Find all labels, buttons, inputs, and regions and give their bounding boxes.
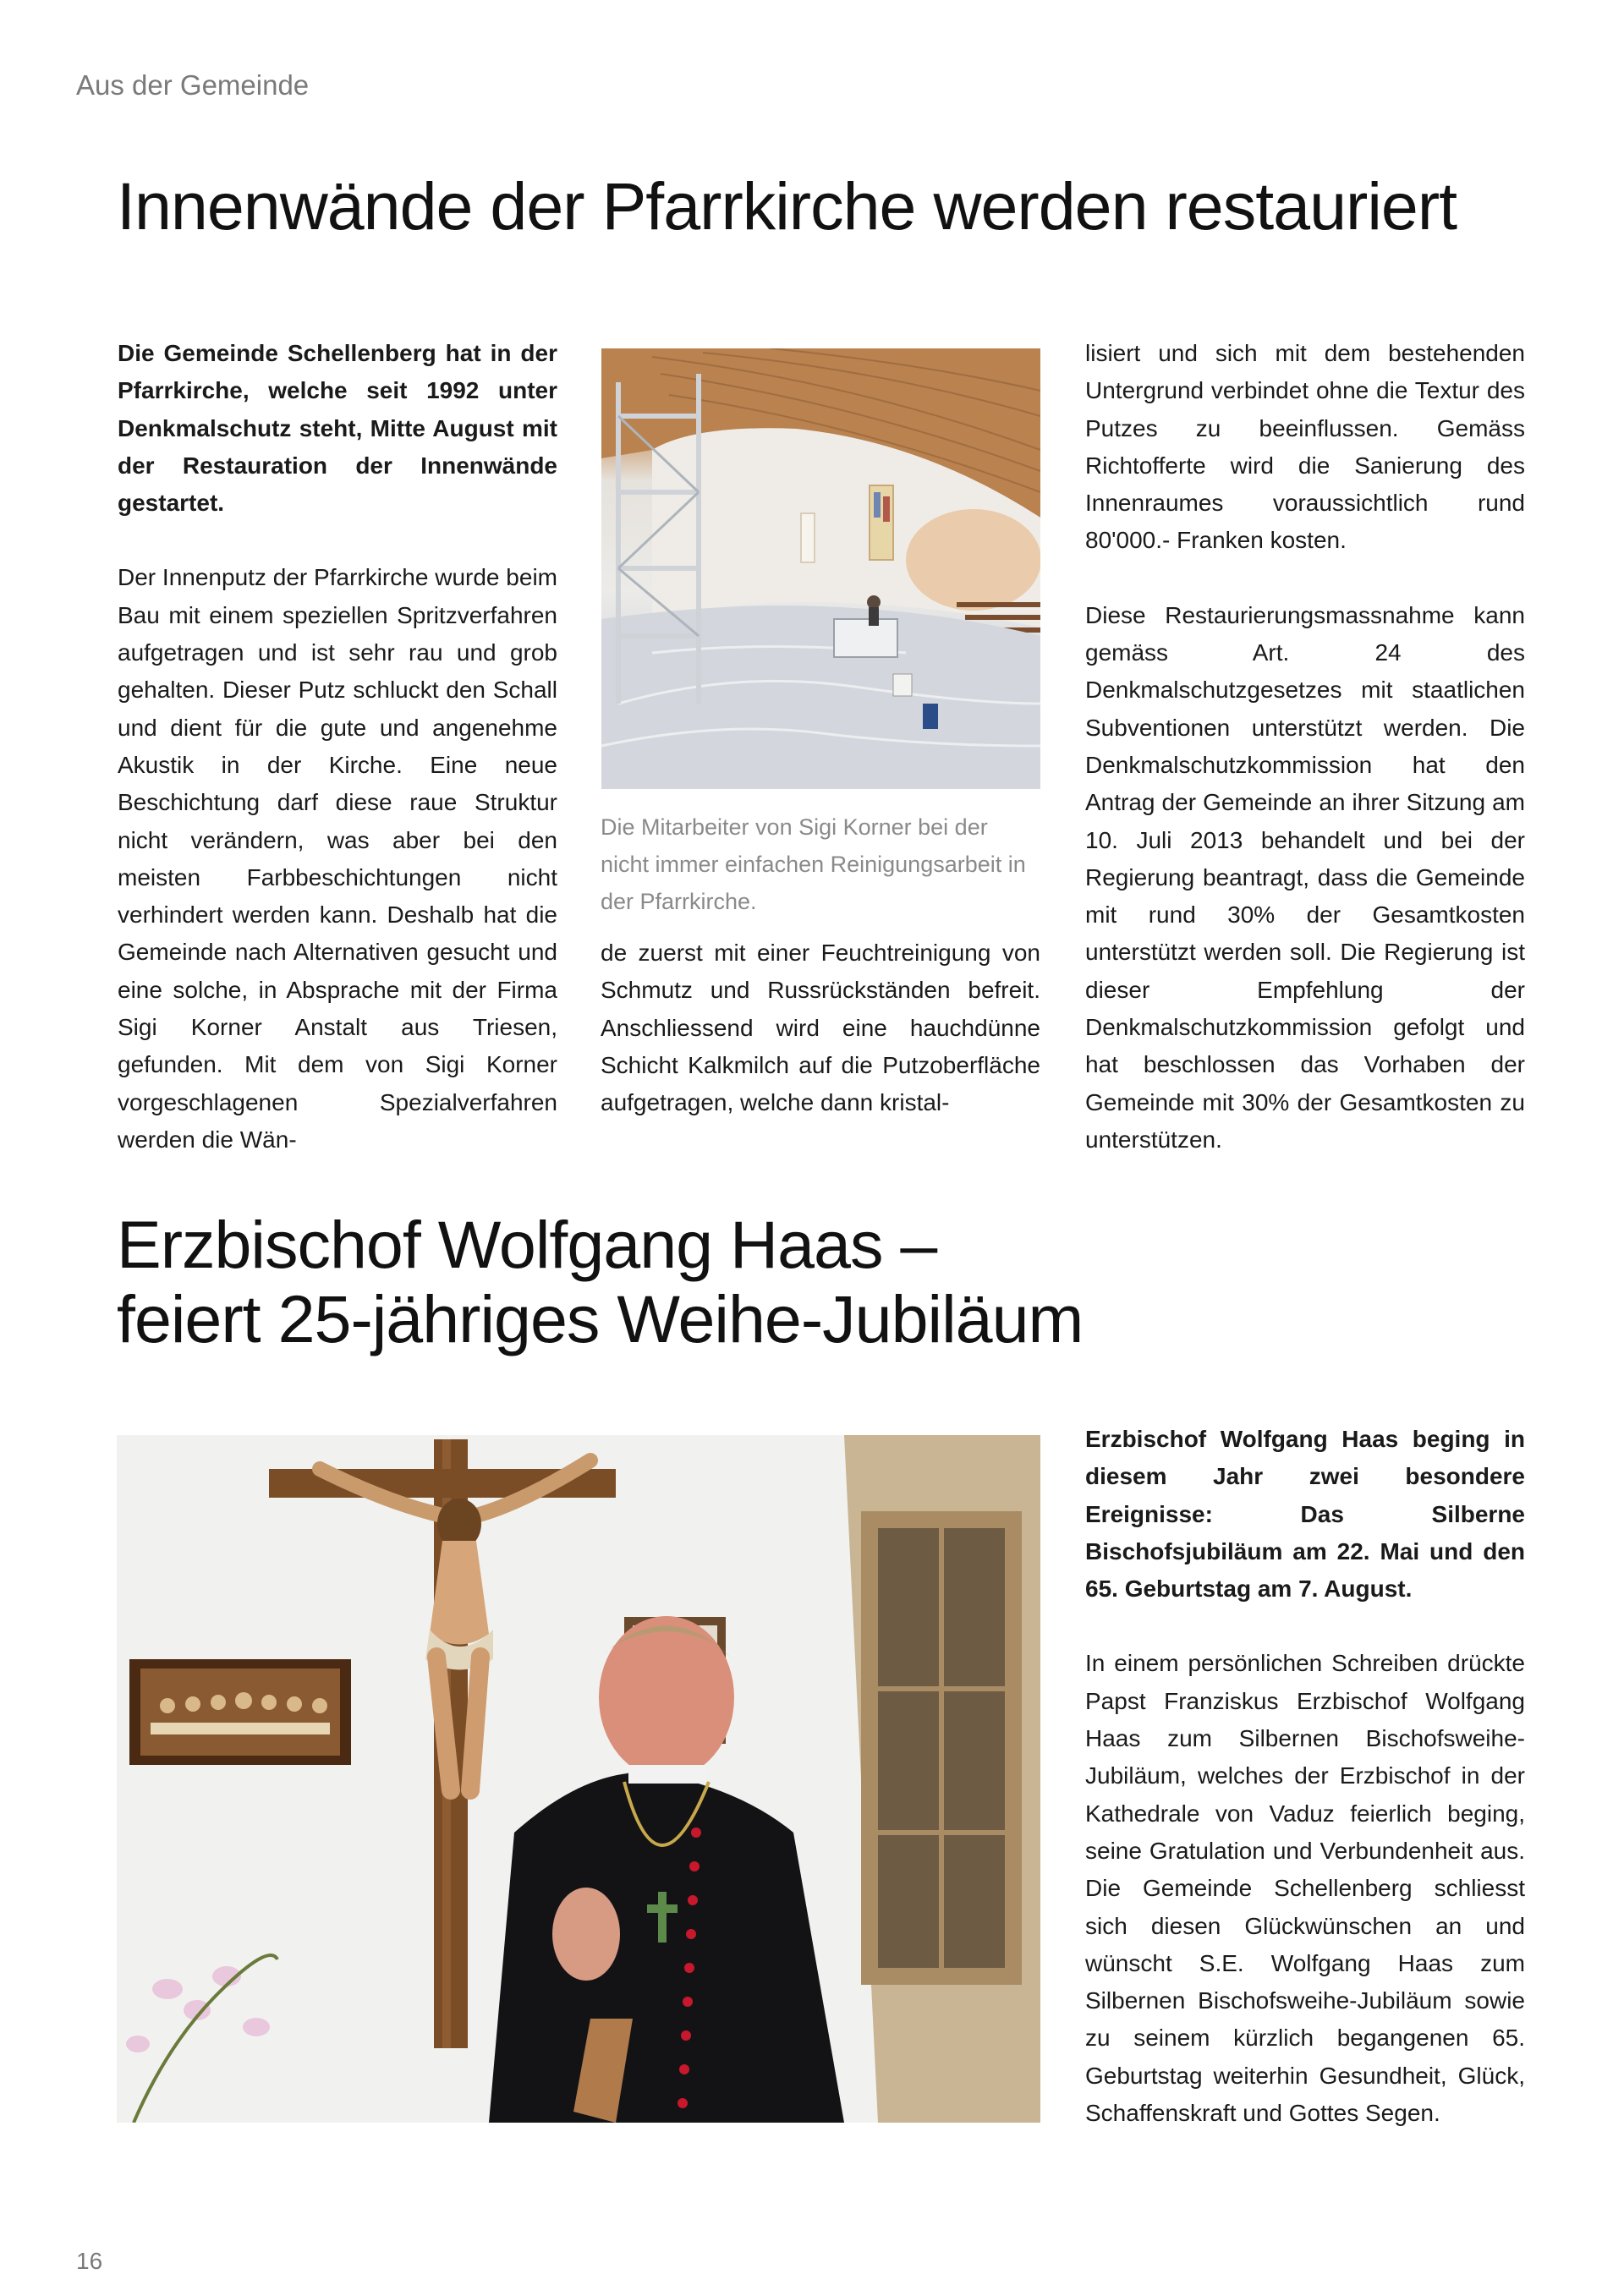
article1-column-2 xyxy=(601,934,1040,1121)
article2-column xyxy=(1085,1421,1525,2132)
archbishop-photo xyxy=(117,1435,1040,2123)
article2-lead: Erzbischof Wolfgang Haas beging in diesem Jahr zwei besondere Ereignisse: Das Silberne Bischofsjubiläum am 22. Mai und den 65. Geburtstag am 7. August. xyxy=(1085,1426,1525,1603)
page-number: 16 xyxy=(76,2248,103,2274)
article1-body-col2: de zuerst mit einer Feuchtreinigung von Schmutz und Russrückständen befreit. Anschliessend wird eine hauchdünne Schicht Kalkmilch auf die Putzoberfläche aufgetragen, welche dann kristal- xyxy=(601,940,1040,1116)
article2-title xyxy=(117,1208,1083,1356)
article1-lead: Die Gemeinde Schellenberg hat in der Pfarrkirche, welche seit 1992 unter Denkmalschutz steht, Mitte August mit der Restauration der Innenwände gestartet. xyxy=(118,340,557,517)
photo-caption: Die Mitarbeiter von Sigi Korner bei der nicht immer einfachen Reinigungsarbeit in der Pfarrkirche. xyxy=(601,814,1026,914)
article1-column-3 xyxy=(1085,335,1525,1159)
archbishop-illustration xyxy=(117,1435,1040,2123)
church-interior-photo xyxy=(601,348,1040,789)
article1-title: Innenwände der Pfarrkirche werden restauriert xyxy=(117,168,1457,244)
article2-title-line1: Erzbischof Wolfgang Haas – xyxy=(117,1207,937,1282)
article1-body-col3-p1: lisiert und sich mit dem bestehenden Untergrund verbindet ohne die Textur des Putzes zu beeinflussen. Gemäss Richtofferte wird die Sanierung des Innenraumes voraussichtlich rund 80'000.- Franken kosten. xyxy=(1085,340,1525,554)
section-label: Aus der Gemeinde xyxy=(76,69,310,101)
article1-body-col3-p2: Diese Restaurierungsmassnahme kann gemäss Art. 24 des Denkmalschutzgesetzes mit staatlichen Subventionen unterstützt werden. Die Denkmalschutzkommission hat den Antrag der Gemeinde an ihrer Sitzung am 10. Juli 2013 behandelt und bei der Regierung beantragt, dass die Gemeinde mit rund 30% der Gesamtkosten unterstützt werden soll. Die Regierung ist dieser Empfehlung der Denkmalschutzkommission gefolgt und hat beschlossen das Vorhaben der Gemeinde mit 30% der Gesamtkosten zu unterstützen. xyxy=(1085,601,1525,1153)
article2-title-line2: feiert 25-jähriges Weihe-Jubiläum xyxy=(117,1281,1084,1356)
church-interior-illustration xyxy=(601,348,1040,789)
article1-column-1 xyxy=(118,335,557,1159)
article2-body: In einem persönlichen Schreiben drückte Papst Franziskus Erzbischof Wolfgang Haas zum Silbernen Bischofsweihe-Jubiläum, welches der Erzbischof in der Kathedrale von Vaduz feierlich beging, seine Gratulation und Verbundenheit aus. Die Gemeinde Schellenberg schliesst sich diesen Glückwünschen an und wünscht S.E. Wolfgang Haas zum Silbernen Bischofsweihe-Jubiläum sowie zu seinem kürzlich begangenen 65. Geburtstag weiterhin Gesundheit, Glück, Schaffenskraft und Gottes Segen. xyxy=(1085,1650,1525,2127)
article1-body-col1: Der Innenputz der Pfarrkirche wurde beim Bau mit einem speziellen Spritzverfahren aufgetragen und ist sehr rau und grob gehalten. Dieser Putz schluckt den Schall und dient für die gute und angenehme Akustik in der Kirche. Eine neue Beschichtung darf diese raue Struktur nicht verändern, was aber bei den meisten Farbbeschichtungen nicht verhindert werden kann. Deshalb hat die Gemeinde nach Alternativen gesucht und eine solche, in Absprache mit der Firma Sigi Korner Anstalt aus Triesen, gefunden. Mit dem von Sigi Korner vorgeschlagenen Spezialverfahren werden die Wän- xyxy=(118,564,557,1153)
